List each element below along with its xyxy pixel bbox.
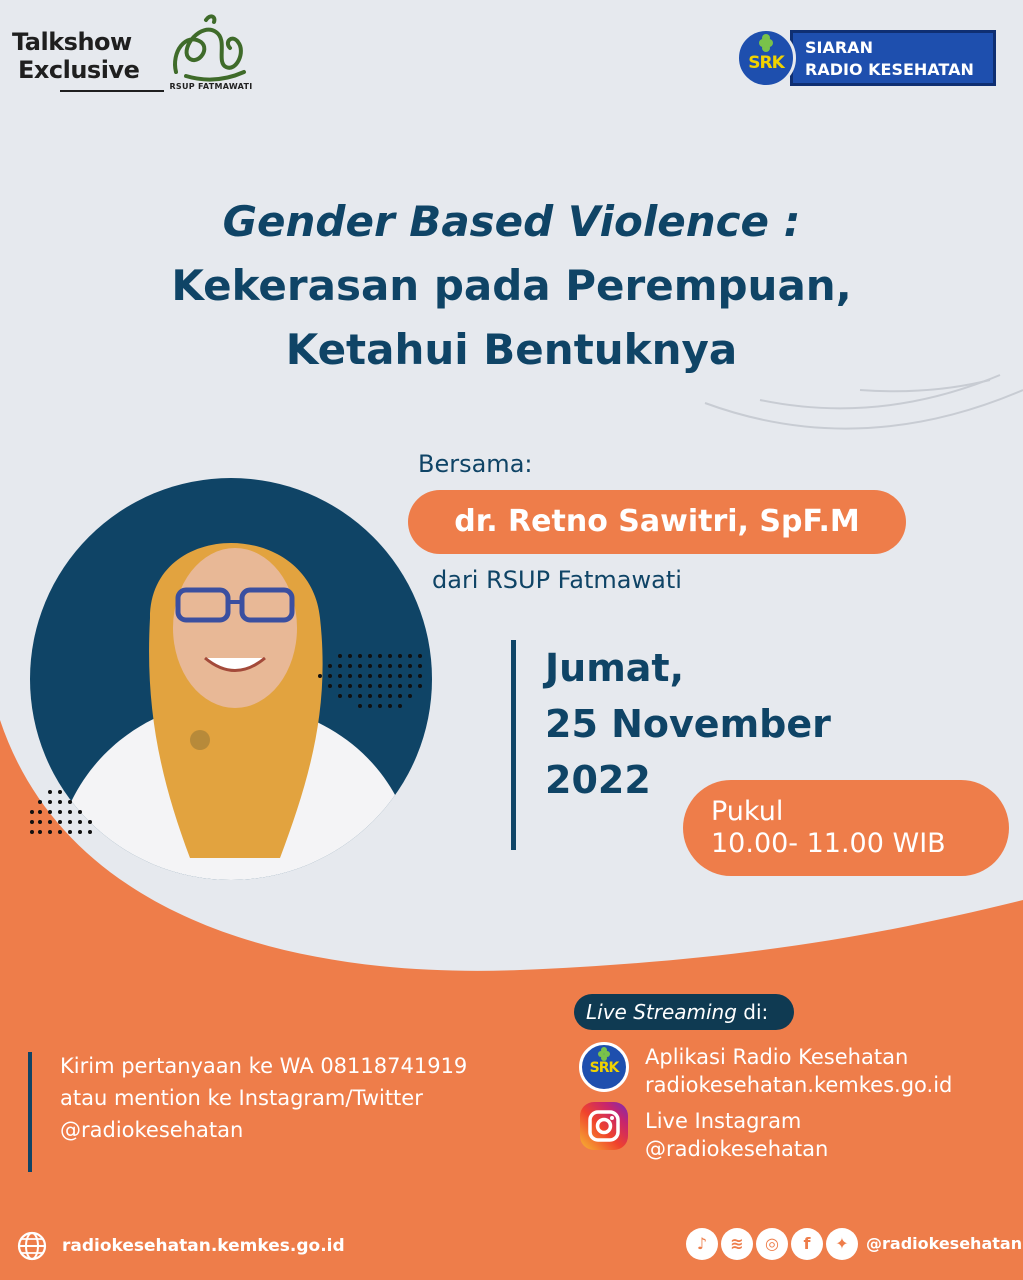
app-streaming-info [645, 1043, 952, 1099]
dots-pattern-left [28, 788, 108, 838]
tiktok-icon[interactable]: ♪ [686, 1228, 718, 1260]
srk-line2: RADIO KESEHATAN [805, 60, 974, 79]
footer-website[interactable]: radiokesehatan.kemkes.go.id [62, 1236, 345, 1256]
globe-icon [16, 1230, 48, 1262]
srk-clover-icon [739, 33, 793, 55]
facebook-icon[interactable]: f [791, 1228, 823, 1260]
rsup-caption: RSUP FATMAWATI [169, 82, 253, 91]
questions-divider [28, 1052, 32, 1172]
siaran-radio-kesehatan-logo [736, 28, 998, 88]
twitter-icon[interactable]: ✦ [826, 1228, 858, 1260]
live-streaming-suffix: di: [736, 1000, 769, 1024]
instagram-icon [580, 1102, 628, 1150]
speaker-intro: Bersama: [418, 450, 533, 478]
time-label: Pukul [711, 796, 784, 827]
srk-app-logo-text: SRK [589, 1060, 619, 1076]
speaker-name-pill: dr. Retno Sawitri, SpF.M [408, 490, 906, 554]
talkshow-line2: Exclusive [18, 56, 140, 84]
spotify-icon[interactable]: ≋ [721, 1228, 753, 1260]
srk-app-icon [579, 1042, 629, 1092]
live-streaming-label [574, 994, 794, 1030]
questions-info [60, 1050, 467, 1146]
instagram-streaming-info [645, 1107, 828, 1163]
footer-social-handle[interactable]: @radiokesehatan [866, 1234, 1023, 1253]
questions-line2: atau mention ke Instagram/Twitter [60, 1086, 423, 1110]
social-icons-row [686, 1228, 858, 1260]
title-line1: Gender Based Violence : [222, 197, 801, 246]
rsup-fatmawati-logo [166, 12, 256, 94]
instagram-glyph-icon [580, 1102, 628, 1150]
title-line3: Ketahui Bentuknya [285, 325, 738, 374]
live-streaming-italic: Live Streaming [586, 1000, 737, 1024]
talkshow-line1: Talkshow [12, 28, 132, 56]
date-day-month: 25 November [545, 702, 831, 746]
questions-line1: Kirim pertanyaan ke WA 08118741919 [60, 1054, 468, 1078]
talkshow-exclusive-logo [12, 28, 162, 84]
talkshow-underline [60, 90, 164, 92]
event-title [40, 190, 983, 382]
questions-line3: @radiokesehatan [60, 1118, 244, 1142]
ig-handle[interactable]: @radiokesehatan [645, 1137, 829, 1161]
srk-line1: SIARAN [805, 38, 873, 57]
srk-logo-text: SRK [748, 53, 784, 73]
date-day: Jumat, [545, 646, 685, 690]
time-value: 10.00- 11.00 WIB [711, 828, 946, 859]
instagram-small-icon[interactable]: ◎ [756, 1228, 788, 1260]
rsup-emblem-icon [166, 12, 256, 82]
app-name: Aplikasi Radio Kesehatan [645, 1045, 909, 1069]
title-line2: Kekerasan pada Perempuan, [171, 261, 852, 310]
dots-pattern-right [300, 650, 430, 730]
date-divider [511, 640, 516, 850]
app-url[interactable]: radiokesehatan.kemkes.go.id [645, 1073, 953, 1097]
srk-emblem-icon [736, 28, 796, 88]
date-year: 2022 [545, 758, 651, 802]
ig-label: Live Instagram [645, 1109, 802, 1133]
event-time-pill [683, 780, 1009, 876]
srk-title-box [790, 30, 996, 86]
speaker-affiliation: dari RSUP Fatmawati [432, 566, 682, 594]
